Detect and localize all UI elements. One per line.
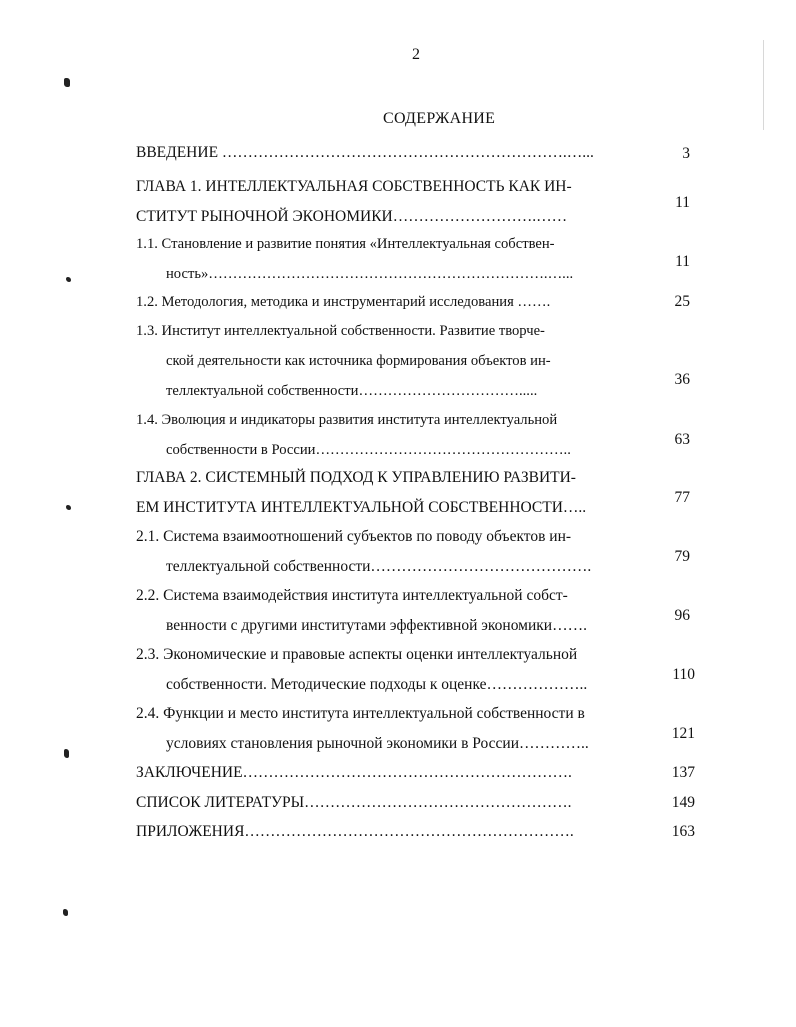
toc-entry-text-continued: теллектуальной собственности…………………………….....: [166, 383, 538, 399]
toc-entry-text-continued: ность»…………………………………………………………….…...: [166, 266, 574, 282]
toc-page-number: 149: [671, 794, 695, 811]
toc-title: СОДЕРЖАНИЕ: [383, 110, 496, 127]
scan-mark: [63, 909, 68, 916]
toc-entry-text-continued: собственности. Методические подходы к оценке………………..: [166, 676, 588, 693]
toc-page-number: 79: [674, 548, 690, 565]
toc-entry-text: ГЛАВА 1. ИНТЕЛЛЕКТУАЛЬНАЯ СОБСТВЕННОСТЬ КАК ИН-: [136, 178, 572, 195]
scan-mark: [66, 505, 71, 510]
toc-entry-text: ПРИЛОЖЕНИЯ……………………………………………………….: [136, 823, 574, 840]
toc-entry-text-continued: ской деятельности как источника формирования объектов ин-: [166, 353, 551, 369]
toc-page-number: 11: [675, 194, 690, 211]
toc-entry-text: ГЛАВА 2. СИСТЕМНЫЙ ПОДХОД К УПРАВЛЕНИЮ РАЗВИТИ-: [136, 469, 576, 486]
toc-page-number: 137: [671, 764, 695, 781]
toc-entry-text: 1.4. Эволюция и индикаторы развития института интеллектуальной: [136, 412, 558, 428]
toc-page-number: 121: [671, 725, 695, 742]
scan-mark: [64, 78, 70, 87]
page-number: 2: [412, 46, 420, 63]
toc-page-number: 11: [675, 253, 690, 270]
toc-entry-text-continued: собственности в России……………………………………………..: [166, 442, 571, 458]
toc-page-number: 25: [674, 293, 690, 310]
toc-entry-text: ЗАКЛЮЧЕНИЕ……………………………………………………….: [136, 764, 572, 781]
toc-entry-text: 2.1. Система взаимоотношений субъектов по поводу объектов ин-: [136, 528, 572, 545]
toc-page-number: 36: [674, 371, 690, 388]
toc-page-number: 110: [672, 666, 695, 683]
scan-mark: [66, 277, 71, 282]
toc-entry-text: 1.1. Становление и развитие понятия «Интеллектуальная собствен-: [136, 236, 555, 252]
toc-entry-text-continued: венности с другими институтами эффективной экономики…….: [166, 617, 587, 634]
toc-entry-text-continued: СТИТУТ РЫНОЧНОЙ ЭКОНОМИКИ……………………….……: [136, 208, 568, 225]
scan-edge-line: [763, 40, 764, 130]
toc-entry-text: ВВЕДЕНИЕ ………………………………………………………….…...: [136, 144, 594, 161]
toc-entry-text-continued: условиях становления рыночной экономики в России…………..: [166, 735, 589, 752]
toc-entry-text-continued: ЕМ ИНСТИТУТА ИНТЕЛЛЕКТУАЛЬНОЙ СОБСТВЕННОСТИ…..: [136, 499, 587, 516]
toc-entry-text-continued: теллектуальной собственности…………………………………….: [166, 558, 592, 575]
toc-entry-text: 2.4. Функции и место института интеллектуальной собственности в: [136, 705, 585, 722]
toc-page-number: 163: [671, 823, 695, 840]
toc-entry-text: 2.2. Система взаимодействия института интеллектуальной собст-: [136, 587, 568, 604]
toc-entry-text: 2.3. Экономические и правовые аспекты оценки интеллектуальной: [136, 646, 578, 663]
toc-page-number: 3: [682, 145, 690, 162]
toc-page-number: 96: [674, 607, 690, 624]
toc-page-number: 77: [674, 489, 690, 506]
toc-entry-text: 1.3. Институт интеллектуальной собственности. Развитие творче-: [136, 323, 545, 339]
toc-page-number: 63: [674, 431, 690, 448]
toc-entry-text: 1.2. Методология, методика и инструментарий исследования …….: [136, 294, 551, 310]
toc-entry-text: СПИСОК ЛИТЕРАТУРЫ…………………………………………….: [136, 794, 572, 811]
scan-mark: [64, 749, 69, 758]
